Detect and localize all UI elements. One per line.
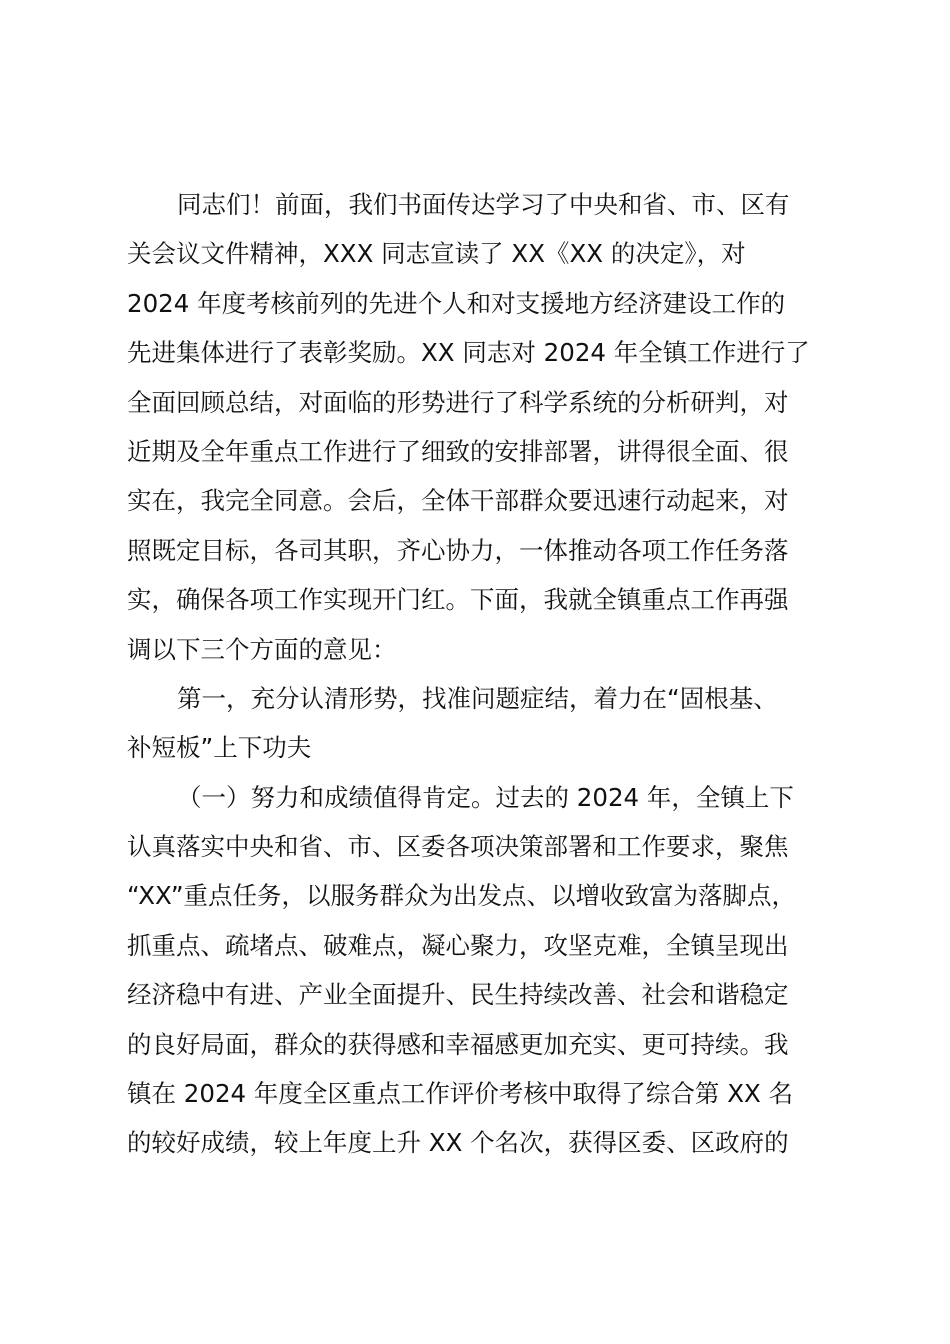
paragraph-1-line-5: 全面回顾总结，对面临的形势进行了科学系统的分析研判，对 — [127, 387, 789, 417]
paragraph-2-line-2: 认真落实中央和省、市、区委各项决策部署和工作要求，聚焦 — [127, 832, 789, 862]
paragraph-2-line-6: 的良好局面，群众的获得感和幸福感更加充实、更可持续。我 — [127, 1029, 789, 1059]
paragraph-1-line-4: 先进集体进行了表彰奖励。XX 同志对 2024 年全镇工作进行了 — [127, 338, 810, 368]
paragraph-1-line-7: 实在，我完全同意。会后，全体干部群众要迅速行动起来，对 — [127, 486, 789, 516]
paragraph-1-line-8: 照既定目标，各司其职，齐心协力，一体推动各项工作任务落 — [127, 535, 789, 565]
document-body — [127, 180, 833, 1168]
paragraph-1-line-10: 调以下三个方面的意见： — [127, 634, 397, 664]
paragraph-2-line-7: 镇在 2024 年度全区重点工作评价考核中取得了综合第 XX 名 — [127, 1079, 794, 1109]
section-heading-line-1: 第一，充分认清形势，找准问题症结，着力在“固根基、 — [177, 683, 778, 713]
paragraph-2-line-1: （一）努力和成绩值得肯定。过去的 2024 年，全镇上下 — [177, 782, 794, 812]
paragraph-1-line-6: 近期及全年重点工作进行了细致的安排部署，讲得很全面、很 — [127, 436, 789, 466]
paragraph-2-line-5: 经济稳中有进、产业全面提升、民生持续改善、社会和谐稳定 — [127, 980, 789, 1010]
paragraph-2-line-8: 的较好成绩，较上年度上升 XX 个名次，获得区委、区政府的 — [127, 1128, 789, 1158]
section-heading-line-2: 补短板”上下功夫 — [127, 733, 312, 763]
paragraph-2-line-3: “XX”重点任务，以服务群众为出发点、以增收致富为落脚点， — [127, 881, 797, 911]
paragraph-2-line-4: 抓重点、疏堵点、破难点，凝心聚力，攻坚克难，全镇呈现出 — [127, 930, 789, 960]
paragraph-1-line-9: 实，确保各项工作实现开门红。下面，我就全镇重点工作再强 — [127, 585, 789, 615]
paragraph-1-line-1: 同志们！前面，我们书面传达学习了中央和省、市、区有 — [177, 190, 790, 219]
paragraph-1-line-2: 关会议文件精神，XXX 同志宣读了 XX《XX 的决定》，对 — [127, 239, 746, 269]
paragraph-1-line-3: 2024 年度考核前列的先进个人和对支援地方经济建设工作的 — [127, 288, 786, 318]
